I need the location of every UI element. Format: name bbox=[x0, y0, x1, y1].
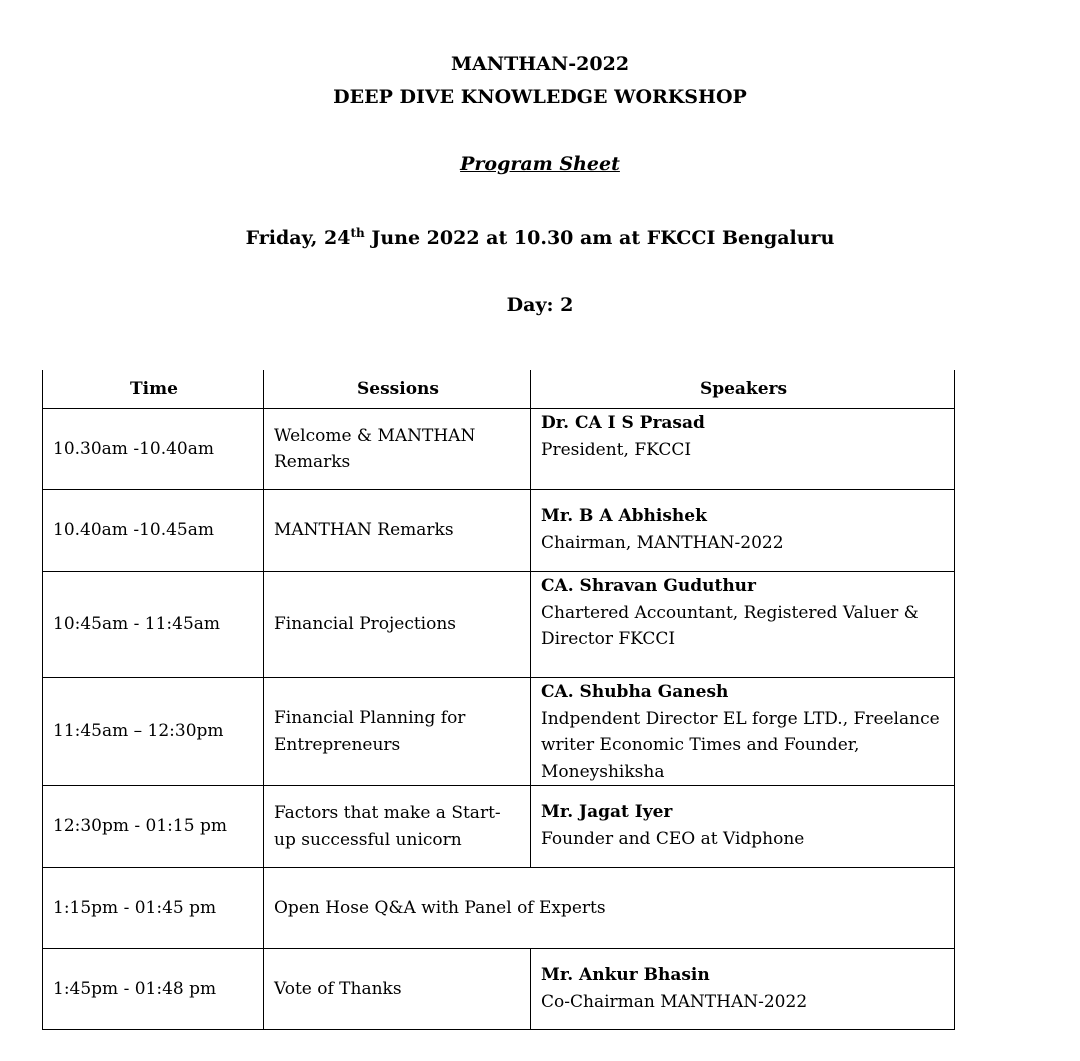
column-header-sessions: Sessions bbox=[264, 370, 531, 409]
session-title: MANTHAN Remarks bbox=[264, 490, 531, 572]
speaker-role: Chairman, MANTHAN-2022 bbox=[541, 532, 784, 553]
session-time: 10:45am - 11:45am bbox=[43, 572, 264, 678]
date-prefix: Friday, 24 bbox=[245, 227, 351, 249]
speaker-name: CA. Shravan Guduthur bbox=[541, 576, 756, 596]
session-title: Open Hose Q&A with Panel of Experts bbox=[264, 868, 955, 949]
speaker-role: Co-Chairman MANTHAN-2022 bbox=[541, 991, 808, 1012]
session-title: Welcome & MANTHAN Remarks bbox=[264, 409, 531, 490]
program-sheet-heading: Program Sheet bbox=[460, 153, 620, 175]
session-speaker bbox=[531, 409, 955, 490]
session-time: 12:30pm - 01:15 pm bbox=[43, 786, 264, 868]
speaker-name: Mr. B A Abhishek bbox=[541, 506, 707, 526]
session-time: 11:45am – 12:30pm bbox=[43, 678, 264, 786]
column-header-time: Time bbox=[43, 370, 264, 409]
workshop-subtitle: DEEP DIVE KNOWLEDGE WORKSHOP bbox=[333, 86, 747, 108]
session-time: 10.30am -10.40am bbox=[43, 409, 264, 490]
table-row bbox=[43, 572, 955, 678]
session-speaker bbox=[531, 678, 955, 786]
speaker-role: Indpendent Director EL forge LTD., Freelance writer Economic Times and Founder, Moneyshiksha bbox=[541, 708, 940, 782]
date-ordinal-suffix: th bbox=[350, 226, 365, 240]
table-row bbox=[43, 490, 955, 572]
session-title: Vote of Thanks bbox=[264, 949, 531, 1030]
table-row bbox=[43, 678, 955, 786]
table-row bbox=[43, 786, 955, 868]
program-schedule-table bbox=[42, 370, 955, 1030]
speaker-role: Chartered Accountant, Registered Valuer & Director FKCCI bbox=[541, 602, 919, 649]
session-speaker bbox=[531, 490, 955, 572]
event-title: MANTHAN-2022 bbox=[450, 53, 630, 75]
speaker-name: Mr. Ankur Bhasin bbox=[541, 965, 710, 985]
speaker-role: President, FKCCI bbox=[541, 439, 692, 460]
session-title: Financial Projections bbox=[264, 572, 531, 678]
session-speaker bbox=[531, 949, 955, 1030]
table-row bbox=[43, 868, 955, 949]
session-title: Factors that make a Start-up successful unicorn bbox=[264, 786, 531, 868]
session-time: 10.40am -10.45am bbox=[43, 490, 264, 572]
table-row bbox=[43, 409, 955, 490]
day-label: Day: 2 bbox=[506, 294, 574, 316]
session-speaker bbox=[531, 572, 955, 678]
event-date-venue bbox=[0, 226, 1080, 250]
table-row bbox=[43, 949, 955, 1030]
column-header-speakers: Speakers bbox=[531, 370, 955, 409]
speaker-name: Mr. Jagat Iyer bbox=[541, 802, 673, 822]
speaker-role: Founder and CEO at Vidphone bbox=[541, 828, 805, 849]
session-speaker bbox=[531, 786, 955, 868]
speaker-name: CA. Shubha Ganesh bbox=[541, 682, 729, 702]
session-time: 1:45pm - 01:48 pm bbox=[43, 949, 264, 1030]
date-rest: June 2022 at 10.30 am at FKCCI Bengaluru bbox=[364, 227, 835, 249]
speaker-name: Dr. CA I S Prasad bbox=[541, 413, 705, 433]
session-title: Financial Planning for Entrepreneurs bbox=[264, 678, 531, 786]
session-time: 1:15pm - 01:45 pm bbox=[43, 868, 264, 949]
table-header-row bbox=[43, 370, 955, 409]
